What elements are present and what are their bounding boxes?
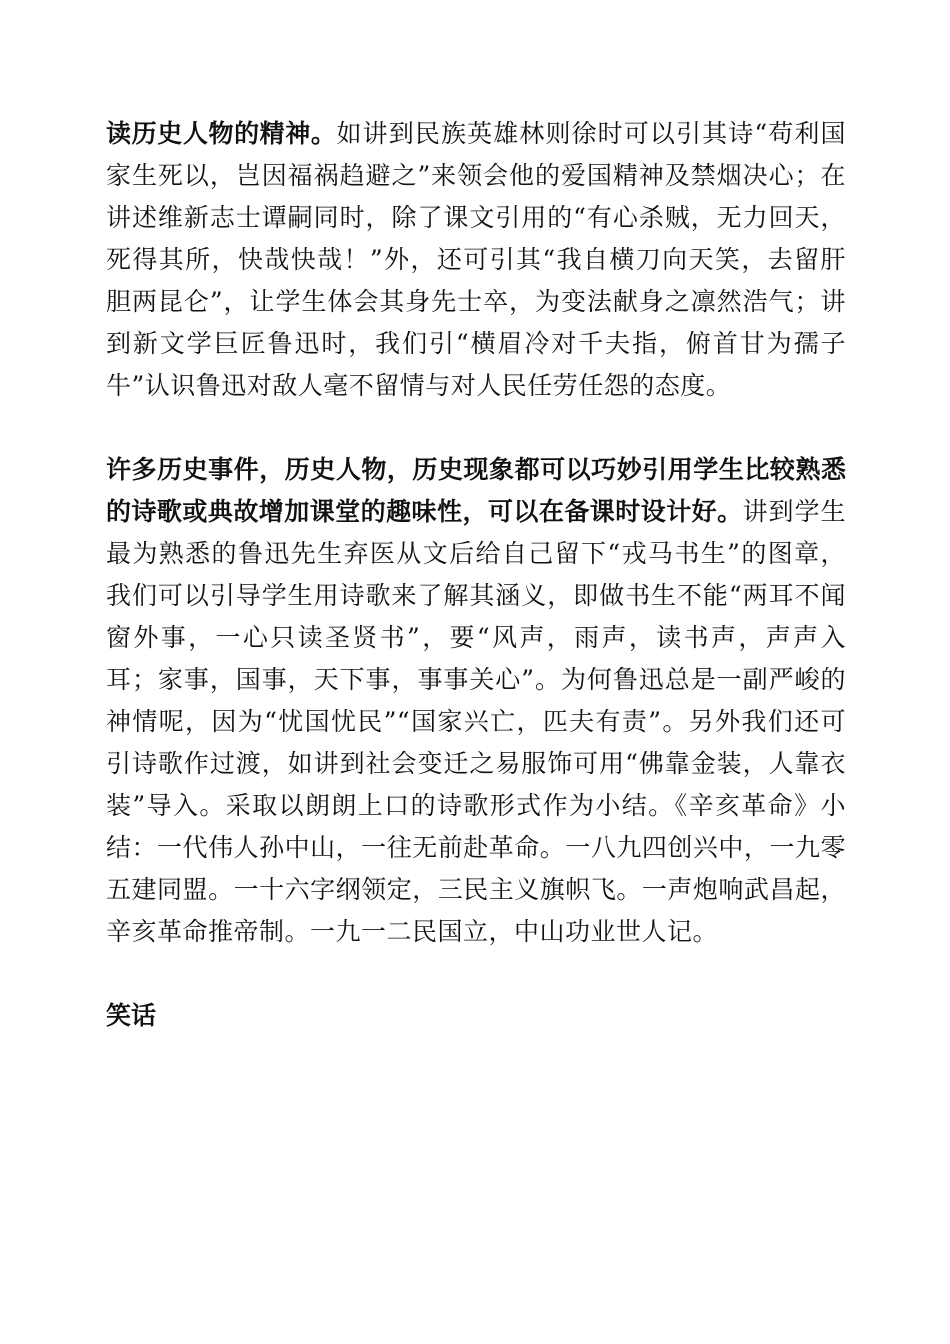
paragraph-body: 如讲到民族英雄林则徐时可以引其诗“苟利国家生死以，岂因福祸趋避之”来领会他的爱国精神及禁烟决心；在讲述维新志士谭嗣同时，除了课文引用的“有心杀贼，无力回天，死得其所，快哉快哉！”外，还可引其“我自横刀向天笑，去留肝胆两昆仑”，让学生体会其身先士卒，为变法献身之凛然浩气；讲到新文学巨匠鲁迅时，我们引“横眉冷对千夫指，俯首甘为孺子牛”认识鲁迅对敌人毫不留情与对人民任劳任怨的态度。 <box>106 119 846 400</box>
paragraph-lead-bold: 读历史人物的精神。 <box>106 119 337 148</box>
paragraph-historical-figures <box>106 113 846 407</box>
paragraph-body: 讲到学生最为熟悉的鲁迅先生弃医从文后给自己留下“戎马书生”的图章，我们可以引导学生用诗歌来了解其涵义，即做书生不能“两耳不闻窗外事，一心只读圣贤书”，要“风声，雨声，读书声，声声入耳；家事，国事，天下事，事事关心”。为何鲁迅总是一副严峻的神情呢，因为“忧国忧民”“国家兴亡，匹夫有责”。另外我们还可引诗歌作过渡，如讲到社会变迁之易服饰可用“佛靠金装，人靠衣装”导入。采取以朗朗上口的诗歌形式作为小结。《辛亥革命》小结：一代伟人孙中山，一往无前赴革命。一八九四创兴中，一九零五建同盟。一十六字纲领定，三民主义旗帜飞。一声炮响武昌起，辛亥革命推帝制。一九一二民国立，中山功业世人记。 <box>106 497 846 946</box>
section-heading: 笑话 <box>106 1001 157 1030</box>
document-page <box>106 113 846 1037</box>
paragraph-poetry-in-class <box>106 449 846 953</box>
paragraph-lead-bold: 许多历史事件，历史人物，历史现象都可以巧妙引用学生比较熟悉的诗歌或典故增加课堂的趣味性，可以在备课时设计好。 <box>106 455 846 526</box>
